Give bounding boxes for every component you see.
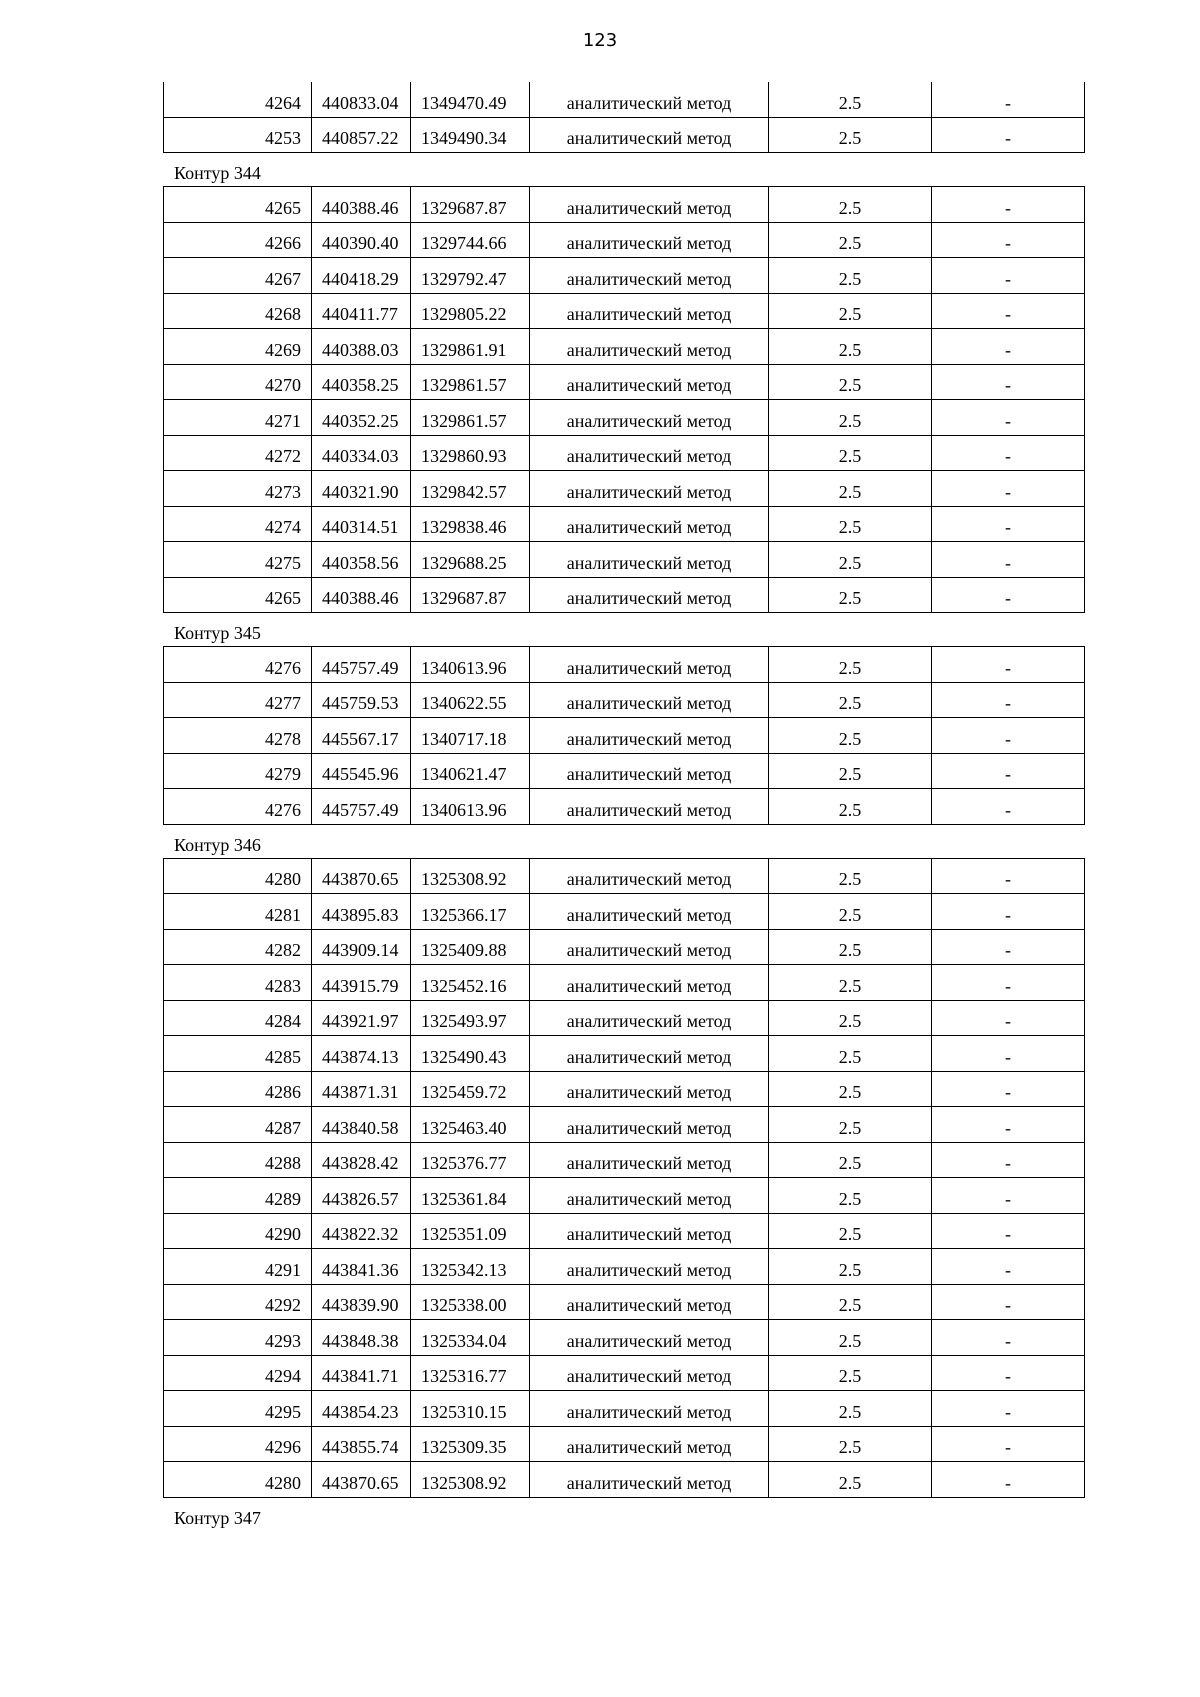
x-coordinate-cell: 443870.65 bbox=[312, 1462, 411, 1498]
y-coordinate-cell: 1329842.57 bbox=[411, 471, 530, 507]
description-cell: - bbox=[932, 1462, 1085, 1498]
accuracy-cell: 2.5 bbox=[769, 1320, 932, 1356]
description-cell: - bbox=[932, 117, 1085, 153]
point-number-cell: 4292 bbox=[164, 1284, 312, 1320]
description-cell: - bbox=[932, 1355, 1085, 1391]
x-coordinate-cell: 440321.90 bbox=[312, 471, 411, 507]
method-cell: аналитический метод bbox=[530, 718, 769, 754]
point-number-cell: 4283 bbox=[164, 965, 312, 1001]
table-row bbox=[164, 435, 1085, 471]
y-coordinate-cell: 1325351.09 bbox=[411, 1213, 530, 1249]
x-coordinate-cell: 443826.57 bbox=[312, 1178, 411, 1214]
x-coordinate-cell: 440388.03 bbox=[312, 329, 411, 365]
page-number: 123 bbox=[582, 30, 618, 51]
description-cell: - bbox=[932, 471, 1085, 507]
method-cell: аналитический метод bbox=[530, 400, 769, 436]
table-row bbox=[164, 894, 1085, 930]
y-coordinate-cell: 1325459.72 bbox=[411, 1071, 530, 1107]
y-coordinate-cell: 1329861.91 bbox=[411, 329, 530, 365]
method-cell: аналитический метод bbox=[530, 1284, 769, 1320]
x-coordinate-cell: 443822.32 bbox=[312, 1213, 411, 1249]
method-cell: аналитический метод bbox=[530, 894, 769, 930]
method-cell: аналитический метод bbox=[530, 1036, 769, 1072]
x-coordinate-cell: 443839.90 bbox=[312, 1284, 411, 1320]
accuracy-cell: 2.5 bbox=[769, 258, 932, 294]
table-row bbox=[164, 1462, 1085, 1498]
point-number-cell: 4278 bbox=[164, 718, 312, 754]
point-number-cell: 4270 bbox=[164, 364, 312, 400]
y-coordinate-cell: 1329792.47 bbox=[411, 258, 530, 294]
accuracy-cell: 2.5 bbox=[769, 1462, 932, 1498]
table-row bbox=[164, 1320, 1085, 1356]
method-cell: аналитический метод bbox=[530, 1178, 769, 1214]
description-cell: - bbox=[932, 364, 1085, 400]
point-number-cell: 4285 bbox=[164, 1036, 312, 1072]
method-cell: аналитический метод bbox=[530, 187, 769, 223]
description-cell: - bbox=[932, 929, 1085, 965]
accuracy-cell: 2.5 bbox=[769, 1107, 932, 1143]
method-cell: аналитический метод bbox=[530, 577, 769, 613]
y-coordinate-cell: 1329687.87 bbox=[411, 187, 530, 223]
accuracy-cell: 2.5 bbox=[769, 329, 932, 365]
table-row bbox=[164, 1142, 1085, 1178]
description-cell: - bbox=[932, 222, 1085, 258]
contour-label: Контур 346 bbox=[174, 834, 261, 855]
method-cell: аналитический метод bbox=[530, 506, 769, 542]
description-cell: - bbox=[932, 718, 1085, 754]
y-coordinate-cell: 1349490.34 bbox=[411, 117, 530, 153]
point-number-cell: 4267 bbox=[164, 258, 312, 294]
table-row bbox=[164, 471, 1085, 507]
accuracy-cell: 2.5 bbox=[769, 965, 932, 1001]
accuracy-cell: 2.5 bbox=[769, 1426, 932, 1462]
table-row bbox=[164, 329, 1085, 365]
description-cell: - bbox=[932, 329, 1085, 365]
description-cell: - bbox=[932, 1000, 1085, 1036]
description-cell: - bbox=[932, 1284, 1085, 1320]
description-cell: - bbox=[932, 1213, 1085, 1249]
description-cell: - bbox=[932, 894, 1085, 930]
description-cell: - bbox=[932, 258, 1085, 294]
y-coordinate-cell: 1340613.96 bbox=[411, 647, 530, 683]
point-number-cell: 4265 bbox=[164, 187, 312, 223]
point-number-cell: 4276 bbox=[164, 789, 312, 825]
point-number-cell: 4291 bbox=[164, 1249, 312, 1285]
description-cell: - bbox=[932, 542, 1085, 578]
accuracy-cell: 2.5 bbox=[769, 577, 932, 613]
y-coordinate-cell: 1325309.35 bbox=[411, 1426, 530, 1462]
method-cell: аналитический метод bbox=[530, 222, 769, 258]
table-row bbox=[164, 222, 1085, 258]
point-number-cell: 4268 bbox=[164, 293, 312, 329]
point-number-cell: 4265 bbox=[164, 577, 312, 613]
method-cell: аналитический метод bbox=[530, 789, 769, 825]
y-coordinate-cell: 1329861.57 bbox=[411, 400, 530, 436]
accuracy-cell: 2.5 bbox=[769, 718, 932, 754]
x-coordinate-cell: 445757.49 bbox=[312, 789, 411, 825]
table-row bbox=[164, 117, 1085, 153]
x-coordinate-cell: 440388.46 bbox=[312, 187, 411, 223]
x-coordinate-cell: 440314.51 bbox=[312, 506, 411, 542]
point-number-cell: 4294 bbox=[164, 1355, 312, 1391]
point-number-cell: 4275 bbox=[164, 542, 312, 578]
method-cell: аналитический метод bbox=[530, 1142, 769, 1178]
point-number-cell: 4284 bbox=[164, 1000, 312, 1036]
y-coordinate-cell: 1325310.15 bbox=[411, 1391, 530, 1427]
description-cell: - bbox=[932, 1107, 1085, 1143]
point-number-cell: 4289 bbox=[164, 1178, 312, 1214]
contour-label: Контур 344 bbox=[174, 163, 261, 183]
accuracy-cell: 2.5 bbox=[769, 364, 932, 400]
accuracy-cell: 2.5 bbox=[769, 1355, 932, 1391]
point-number-cell: 4269 bbox=[164, 329, 312, 365]
point-number-cell: 4272 bbox=[164, 435, 312, 471]
x-coordinate-cell: 440358.56 bbox=[312, 542, 411, 578]
contour-label: Контур 347 bbox=[174, 1507, 261, 1528]
x-coordinate-cell: 443921.97 bbox=[312, 1000, 411, 1036]
x-coordinate-cell: 443874.13 bbox=[312, 1036, 411, 1072]
table-row bbox=[164, 965, 1085, 1001]
description-cell: - bbox=[932, 1142, 1085, 1178]
point-number-cell: 4271 bbox=[164, 400, 312, 436]
y-coordinate-cell: 1325490.43 bbox=[411, 1036, 530, 1072]
method-cell: аналитический метод bbox=[530, 329, 769, 365]
method-cell: аналитический метод bbox=[530, 1462, 769, 1498]
y-coordinate-cell: 1329744.66 bbox=[411, 222, 530, 258]
contour-coordinates-table bbox=[163, 82, 1085, 153]
y-coordinate-cell: 1325463.40 bbox=[411, 1107, 530, 1143]
point-number-cell: 4280 bbox=[164, 1462, 312, 1498]
method-cell: аналитический метод bbox=[530, 753, 769, 789]
point-number-cell: 4280 bbox=[164, 858, 312, 894]
method-cell: аналитический метод bbox=[530, 1071, 769, 1107]
description-cell: - bbox=[932, 1249, 1085, 1285]
point-number-cell: 4286 bbox=[164, 1071, 312, 1107]
y-coordinate-cell: 1325308.92 bbox=[411, 858, 530, 894]
y-coordinate-cell: 1325342.13 bbox=[411, 1249, 530, 1285]
table-row bbox=[164, 1284, 1085, 1320]
x-coordinate-cell: 440390.40 bbox=[312, 222, 411, 258]
point-number-cell: 4279 bbox=[164, 753, 312, 789]
y-coordinate-cell: 1325493.97 bbox=[411, 1000, 530, 1036]
x-coordinate-cell: 443895.83 bbox=[312, 894, 411, 930]
point-number-cell: 4274 bbox=[164, 506, 312, 542]
x-coordinate-cell: 443870.65 bbox=[312, 858, 411, 894]
table-row bbox=[164, 1391, 1085, 1427]
accuracy-cell: 2.5 bbox=[769, 82, 932, 117]
accuracy-cell: 2.5 bbox=[769, 542, 932, 578]
description-cell: - bbox=[932, 1426, 1085, 1462]
table-row bbox=[164, 364, 1085, 400]
y-coordinate-cell: 1325316.77 bbox=[411, 1355, 530, 1391]
accuracy-cell: 2.5 bbox=[769, 222, 932, 258]
table-row bbox=[164, 506, 1085, 542]
x-coordinate-cell: 443854.23 bbox=[312, 1391, 411, 1427]
coordinates-document bbox=[163, 82, 1084, 1531]
accuracy-cell: 2.5 bbox=[769, 117, 932, 153]
accuracy-cell: 2.5 bbox=[769, 435, 932, 471]
point-number-cell: 4281 bbox=[164, 894, 312, 930]
description-cell: - bbox=[932, 187, 1085, 223]
description-cell: - bbox=[932, 789, 1085, 825]
description-cell: - bbox=[932, 400, 1085, 436]
accuracy-cell: 2.5 bbox=[769, 753, 932, 789]
accuracy-cell: 2.5 bbox=[769, 1000, 932, 1036]
y-coordinate-cell: 1325334.04 bbox=[411, 1320, 530, 1356]
y-coordinate-cell: 1329861.57 bbox=[411, 364, 530, 400]
point-number-cell: 4264 bbox=[164, 82, 312, 117]
method-cell: аналитический метод bbox=[530, 1213, 769, 1249]
y-coordinate-cell: 1325452.16 bbox=[411, 965, 530, 1001]
accuracy-cell: 2.5 bbox=[769, 1142, 932, 1178]
x-coordinate-cell: 445545.96 bbox=[312, 753, 411, 789]
description-cell: - bbox=[932, 647, 1085, 683]
description-cell: - bbox=[932, 1036, 1085, 1072]
method-cell: аналитический метод bbox=[530, 682, 769, 718]
accuracy-cell: 2.5 bbox=[769, 894, 932, 930]
x-coordinate-cell: 440418.29 bbox=[312, 258, 411, 294]
point-number-cell: 4273 bbox=[164, 471, 312, 507]
accuracy-cell: 2.5 bbox=[769, 1391, 932, 1427]
accuracy-cell: 2.5 bbox=[769, 682, 932, 718]
x-coordinate-cell: 440352.25 bbox=[312, 400, 411, 436]
x-coordinate-cell: 443841.36 bbox=[312, 1249, 411, 1285]
description-cell: - bbox=[932, 1071, 1085, 1107]
x-coordinate-cell: 443915.79 bbox=[312, 965, 411, 1001]
table-row bbox=[164, 577, 1085, 613]
point-number-cell: 4253 bbox=[164, 117, 312, 153]
y-coordinate-cell: 1340613.96 bbox=[411, 789, 530, 825]
x-coordinate-cell: 443828.42 bbox=[312, 1142, 411, 1178]
x-coordinate-cell: 443848.38 bbox=[312, 1320, 411, 1356]
description-cell: - bbox=[932, 1178, 1085, 1214]
method-cell: аналитический метод bbox=[530, 929, 769, 965]
point-number-cell: 4277 bbox=[164, 682, 312, 718]
description-cell: - bbox=[932, 293, 1085, 329]
table-row bbox=[164, 258, 1085, 294]
accuracy-cell: 2.5 bbox=[769, 1284, 932, 1320]
x-coordinate-cell: 443855.74 bbox=[312, 1426, 411, 1462]
description-cell: - bbox=[932, 1320, 1085, 1356]
accuracy-cell: 2.5 bbox=[769, 471, 932, 507]
accuracy-cell: 2.5 bbox=[769, 647, 932, 683]
method-cell: аналитический метод bbox=[530, 647, 769, 683]
x-coordinate-cell: 440857.22 bbox=[312, 117, 411, 153]
accuracy-cell: 2.5 bbox=[769, 1036, 932, 1072]
accuracy-cell: 2.5 bbox=[769, 1071, 932, 1107]
y-coordinate-cell: 1325338.00 bbox=[411, 1284, 530, 1320]
description-cell: - bbox=[932, 577, 1085, 613]
table-row bbox=[164, 187, 1085, 223]
x-coordinate-cell: 440334.03 bbox=[312, 435, 411, 471]
method-cell: аналитический метод bbox=[530, 117, 769, 153]
point-number-cell: 4276 bbox=[164, 647, 312, 683]
accuracy-cell: 2.5 bbox=[769, 929, 932, 965]
method-cell: аналитический метод bbox=[530, 1391, 769, 1427]
y-coordinate-cell: 1340622.55 bbox=[411, 682, 530, 718]
x-coordinate-cell: 440833.04 bbox=[312, 82, 411, 117]
x-coordinate-cell: 443909.14 bbox=[312, 929, 411, 965]
accuracy-cell: 2.5 bbox=[769, 293, 932, 329]
table-row bbox=[164, 1107, 1085, 1143]
table-row bbox=[164, 753, 1085, 789]
table-row bbox=[164, 1178, 1085, 1214]
method-cell: аналитический метод bbox=[530, 1320, 769, 1356]
method-cell: аналитический метод bbox=[530, 293, 769, 329]
method-cell: аналитический метод bbox=[530, 1355, 769, 1391]
method-cell: аналитический метод bbox=[530, 858, 769, 894]
accuracy-cell: 2.5 bbox=[769, 1178, 932, 1214]
accuracy-cell: 2.5 bbox=[769, 789, 932, 825]
x-coordinate-cell: 440358.25 bbox=[312, 364, 411, 400]
description-cell: - bbox=[932, 682, 1085, 718]
accuracy-cell: 2.5 bbox=[769, 1213, 932, 1249]
description-cell: - bbox=[932, 82, 1085, 117]
table-row bbox=[164, 1249, 1085, 1285]
table-row bbox=[164, 1036, 1085, 1072]
method-cell: аналитический метод bbox=[530, 1426, 769, 1462]
description-cell: - bbox=[932, 435, 1085, 471]
table-row bbox=[164, 789, 1085, 825]
y-coordinate-cell: 1340717.18 bbox=[411, 718, 530, 754]
y-coordinate-cell: 1325409.88 bbox=[411, 929, 530, 965]
table-row bbox=[164, 929, 1085, 965]
contour-coordinates-table bbox=[163, 186, 1085, 613]
point-number-cell: 4293 bbox=[164, 1320, 312, 1356]
y-coordinate-cell: 1340621.47 bbox=[411, 753, 530, 789]
method-cell: аналитический метод bbox=[530, 1000, 769, 1036]
y-coordinate-cell: 1325376.77 bbox=[411, 1142, 530, 1178]
point-number-cell: 4296 bbox=[164, 1426, 312, 1462]
point-number-cell: 4266 bbox=[164, 222, 312, 258]
accuracy-cell: 2.5 bbox=[769, 1249, 932, 1285]
y-coordinate-cell: 1329838.46 bbox=[411, 506, 530, 542]
y-coordinate-cell: 1329688.25 bbox=[411, 542, 530, 578]
table-row bbox=[164, 1355, 1085, 1391]
table-row bbox=[164, 400, 1085, 436]
table-row bbox=[164, 1213, 1085, 1249]
method-cell: аналитический метод bbox=[530, 364, 769, 400]
x-coordinate-cell: 445567.17 bbox=[312, 718, 411, 754]
method-cell: аналитический метод bbox=[530, 1107, 769, 1143]
table-row bbox=[164, 858, 1085, 894]
point-number-cell: 4295 bbox=[164, 1391, 312, 1427]
x-coordinate-cell: 445759.53 bbox=[312, 682, 411, 718]
y-coordinate-cell: 1325308.92 bbox=[411, 1462, 530, 1498]
contour-label: Контур 345 bbox=[174, 623, 261, 643]
method-cell: аналитический метод bbox=[530, 471, 769, 507]
point-number-cell: 4290 bbox=[164, 1213, 312, 1249]
table-row bbox=[164, 542, 1085, 578]
point-number-cell: 4288 bbox=[164, 1142, 312, 1178]
x-coordinate-cell: 443840.58 bbox=[312, 1107, 411, 1143]
table-row bbox=[164, 647, 1085, 683]
contour-coordinates-table bbox=[163, 646, 1085, 825]
x-coordinate-cell: 445757.49 bbox=[312, 647, 411, 683]
accuracy-cell: 2.5 bbox=[769, 858, 932, 894]
x-coordinate-cell: 443841.71 bbox=[312, 1355, 411, 1391]
method-cell: аналитический метод bbox=[530, 82, 769, 117]
method-cell: аналитический метод bbox=[530, 435, 769, 471]
x-coordinate-cell: 440411.77 bbox=[312, 293, 411, 329]
table-row bbox=[164, 1426, 1085, 1462]
table-row bbox=[164, 682, 1085, 718]
method-cell: аналитический метод bbox=[530, 542, 769, 578]
table-row bbox=[164, 293, 1085, 329]
description-cell: - bbox=[932, 965, 1085, 1001]
accuracy-cell: 2.5 bbox=[769, 400, 932, 436]
accuracy-cell: 2.5 bbox=[769, 187, 932, 223]
y-coordinate-cell: 1349470.49 bbox=[411, 82, 530, 117]
contour-coordinates-table bbox=[163, 858, 1085, 1498]
y-coordinate-cell: 1329687.87 bbox=[411, 577, 530, 613]
point-number-cell: 4287 bbox=[164, 1107, 312, 1143]
description-cell: - bbox=[932, 753, 1085, 789]
description-cell: - bbox=[932, 858, 1085, 894]
point-number-cell: 4282 bbox=[164, 929, 312, 965]
y-coordinate-cell: 1325366.17 bbox=[411, 894, 530, 930]
table-row bbox=[164, 1071, 1085, 1107]
method-cell: аналитический метод bbox=[530, 258, 769, 294]
y-coordinate-cell: 1329860.93 bbox=[411, 435, 530, 471]
method-cell: аналитический метод bbox=[530, 1249, 769, 1285]
accuracy-cell: 2.5 bbox=[769, 506, 932, 542]
x-coordinate-cell: 440388.46 bbox=[312, 577, 411, 613]
table-row bbox=[164, 82, 1085, 117]
table-row bbox=[164, 1000, 1085, 1036]
table-row bbox=[164, 718, 1085, 754]
method-cell: аналитический метод bbox=[530, 965, 769, 1001]
y-coordinate-cell: 1329805.22 bbox=[411, 293, 530, 329]
description-cell: - bbox=[932, 1391, 1085, 1427]
x-coordinate-cell: 443871.31 bbox=[312, 1071, 411, 1107]
description-cell: - bbox=[932, 506, 1085, 542]
y-coordinate-cell: 1325361.84 bbox=[411, 1178, 530, 1214]
